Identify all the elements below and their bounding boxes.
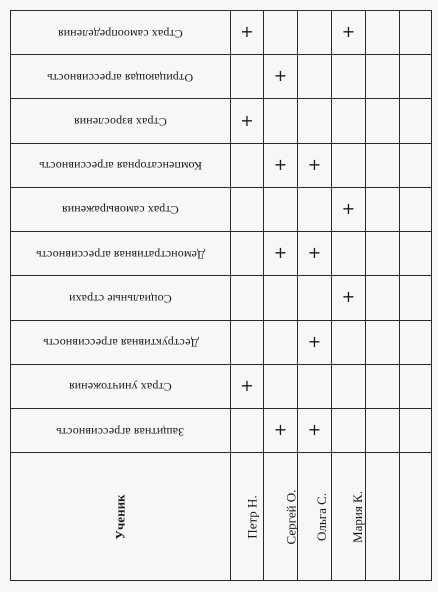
mark-cell: [264, 320, 298, 364]
mark-cell: [332, 408, 366, 452]
plus-mark: +: [341, 198, 356, 218]
mark-cell: [400, 55, 432, 99]
student-cell: [400, 453, 432, 581]
mark-cell: [231, 143, 264, 187]
mark-cell: [298, 187, 332, 231]
mark-cell: [298, 143, 332, 187]
mark-cell: [264, 143, 298, 187]
mark-cell: [366, 232, 400, 276]
mark-cell: [366, 187, 400, 231]
condition-row: [11, 143, 432, 187]
condition-cell: [11, 11, 231, 55]
condition-cell: [11, 187, 231, 231]
plus-mark: +: [240, 22, 254, 42]
mark-cell: [231, 364, 264, 408]
condition-cell: [11, 55, 231, 99]
mark-cell: [332, 187, 366, 231]
mark-cell: [332, 232, 366, 276]
condition-label: Деструктивная агрессивность: [42, 336, 199, 351]
mark-cell: [366, 320, 400, 364]
mark-cell: [298, 11, 332, 55]
mark-cell: [332, 276, 366, 320]
mark-cell: [298, 99, 332, 143]
mark-cell: [400, 408, 432, 452]
mark-cell: [231, 276, 264, 320]
plus-mark: +: [307, 420, 322, 440]
mark-cell: [264, 232, 298, 276]
mark-cell: [366, 99, 400, 143]
condition-cell: [11, 99, 231, 143]
mark-cell: [298, 55, 332, 99]
condition-label: Страх уничтожения: [69, 380, 172, 395]
mark-cell: [400, 232, 432, 276]
mark-cell: [264, 99, 298, 143]
condition-label: Защитная агрессивность: [56, 424, 185, 439]
condition-row: [11, 11, 432, 55]
condition-row: [11, 99, 432, 143]
condition-cell: [11, 276, 231, 320]
student-cell: [264, 453, 298, 581]
student-cell: [332, 453, 366, 581]
mark-cell: [298, 408, 332, 452]
condition-label: Компенсаторная агрессивность: [39, 159, 202, 174]
condition-row: [11, 232, 432, 276]
mark-cell: [264, 55, 298, 99]
student-traits-table: [10, 10, 432, 581]
student-name: Мария К.: [349, 490, 365, 543]
mark-cell: [264, 11, 298, 55]
mark-cell: [298, 320, 332, 364]
condition-row: [11, 364, 432, 408]
condition-cell: [11, 143, 231, 187]
plus-mark: +: [307, 154, 322, 174]
student-cell: [366, 453, 400, 581]
header-label-cell: [11, 453, 231, 581]
plus-mark: +: [273, 243, 288, 263]
mark-cell: [298, 364, 332, 408]
mark-cell: [231, 232, 264, 276]
condition-row: [11, 320, 432, 364]
student-name: Ольга С.: [314, 492, 330, 541]
mark-cell: [231, 187, 264, 231]
mark-cell: [332, 55, 366, 99]
condition-cell: [11, 320, 231, 364]
mark-cell: [264, 276, 298, 320]
condition-cell: [11, 232, 231, 276]
condition-label: Страх самовыражения: [62, 203, 179, 218]
mark-cell: [231, 408, 264, 452]
mark-cell: [400, 320, 432, 364]
header-label: Ученик: [112, 494, 128, 540]
mark-cell: [332, 99, 366, 143]
condition-label: Демонстративная агрессивность: [35, 247, 206, 262]
plus-mark: +: [273, 420, 288, 440]
mark-cell: [400, 276, 432, 320]
plus-mark: +: [341, 287, 356, 307]
condition-row: [11, 276, 432, 320]
condition-label: Отрицающая агрессивность: [47, 70, 194, 85]
condition-label: Страх самоопределения: [58, 26, 183, 41]
condition-cell: [11, 364, 231, 408]
mark-cell: [366, 364, 400, 408]
condition-row: [11, 187, 432, 231]
mark-cell: [231, 11, 264, 55]
mark-cell: [332, 364, 366, 408]
mark-cell: [400, 187, 432, 231]
mark-cell: [332, 11, 366, 55]
condition-label: Социальные страхи: [69, 291, 172, 306]
mark-cell: [400, 11, 432, 55]
plus-mark: +: [341, 22, 356, 42]
mark-cell: [400, 99, 432, 143]
mark-cell: [264, 187, 298, 231]
plus-mark: +: [240, 110, 254, 130]
mark-cell: [264, 364, 298, 408]
mark-cell: [366, 143, 400, 187]
plus-mark: +: [307, 243, 322, 263]
plus-mark: +: [240, 375, 254, 395]
plus-mark: +: [273, 154, 288, 174]
mark-cell: [366, 276, 400, 320]
mark-cell: [366, 408, 400, 452]
mark-cell: [366, 55, 400, 99]
plus-mark: +: [307, 331, 322, 351]
student-name: Петр Н.: [244, 494, 260, 539]
mark-cell: [298, 232, 332, 276]
mark-cell: [231, 99, 264, 143]
plus-mark: +: [273, 66, 288, 86]
student-header-row: [11, 453, 432, 581]
mark-cell: [332, 320, 366, 364]
condition-row: [11, 408, 432, 452]
mark-cell: [366, 11, 400, 55]
mark-cell: [264, 408, 298, 452]
student-cell: [231, 453, 264, 581]
condition-cell: [11, 408, 231, 452]
condition-row: [11, 55, 432, 99]
condition-label: Страх взросления: [74, 115, 167, 130]
mark-cell: [400, 143, 432, 187]
mark-cell: [231, 55, 264, 99]
mark-cell: [400, 364, 432, 408]
mark-cell: [332, 143, 366, 187]
student-name: Сергей О.: [283, 489, 299, 545]
student-cell: [298, 453, 332, 581]
mark-cell: [231, 320, 264, 364]
mark-cell: [298, 276, 332, 320]
